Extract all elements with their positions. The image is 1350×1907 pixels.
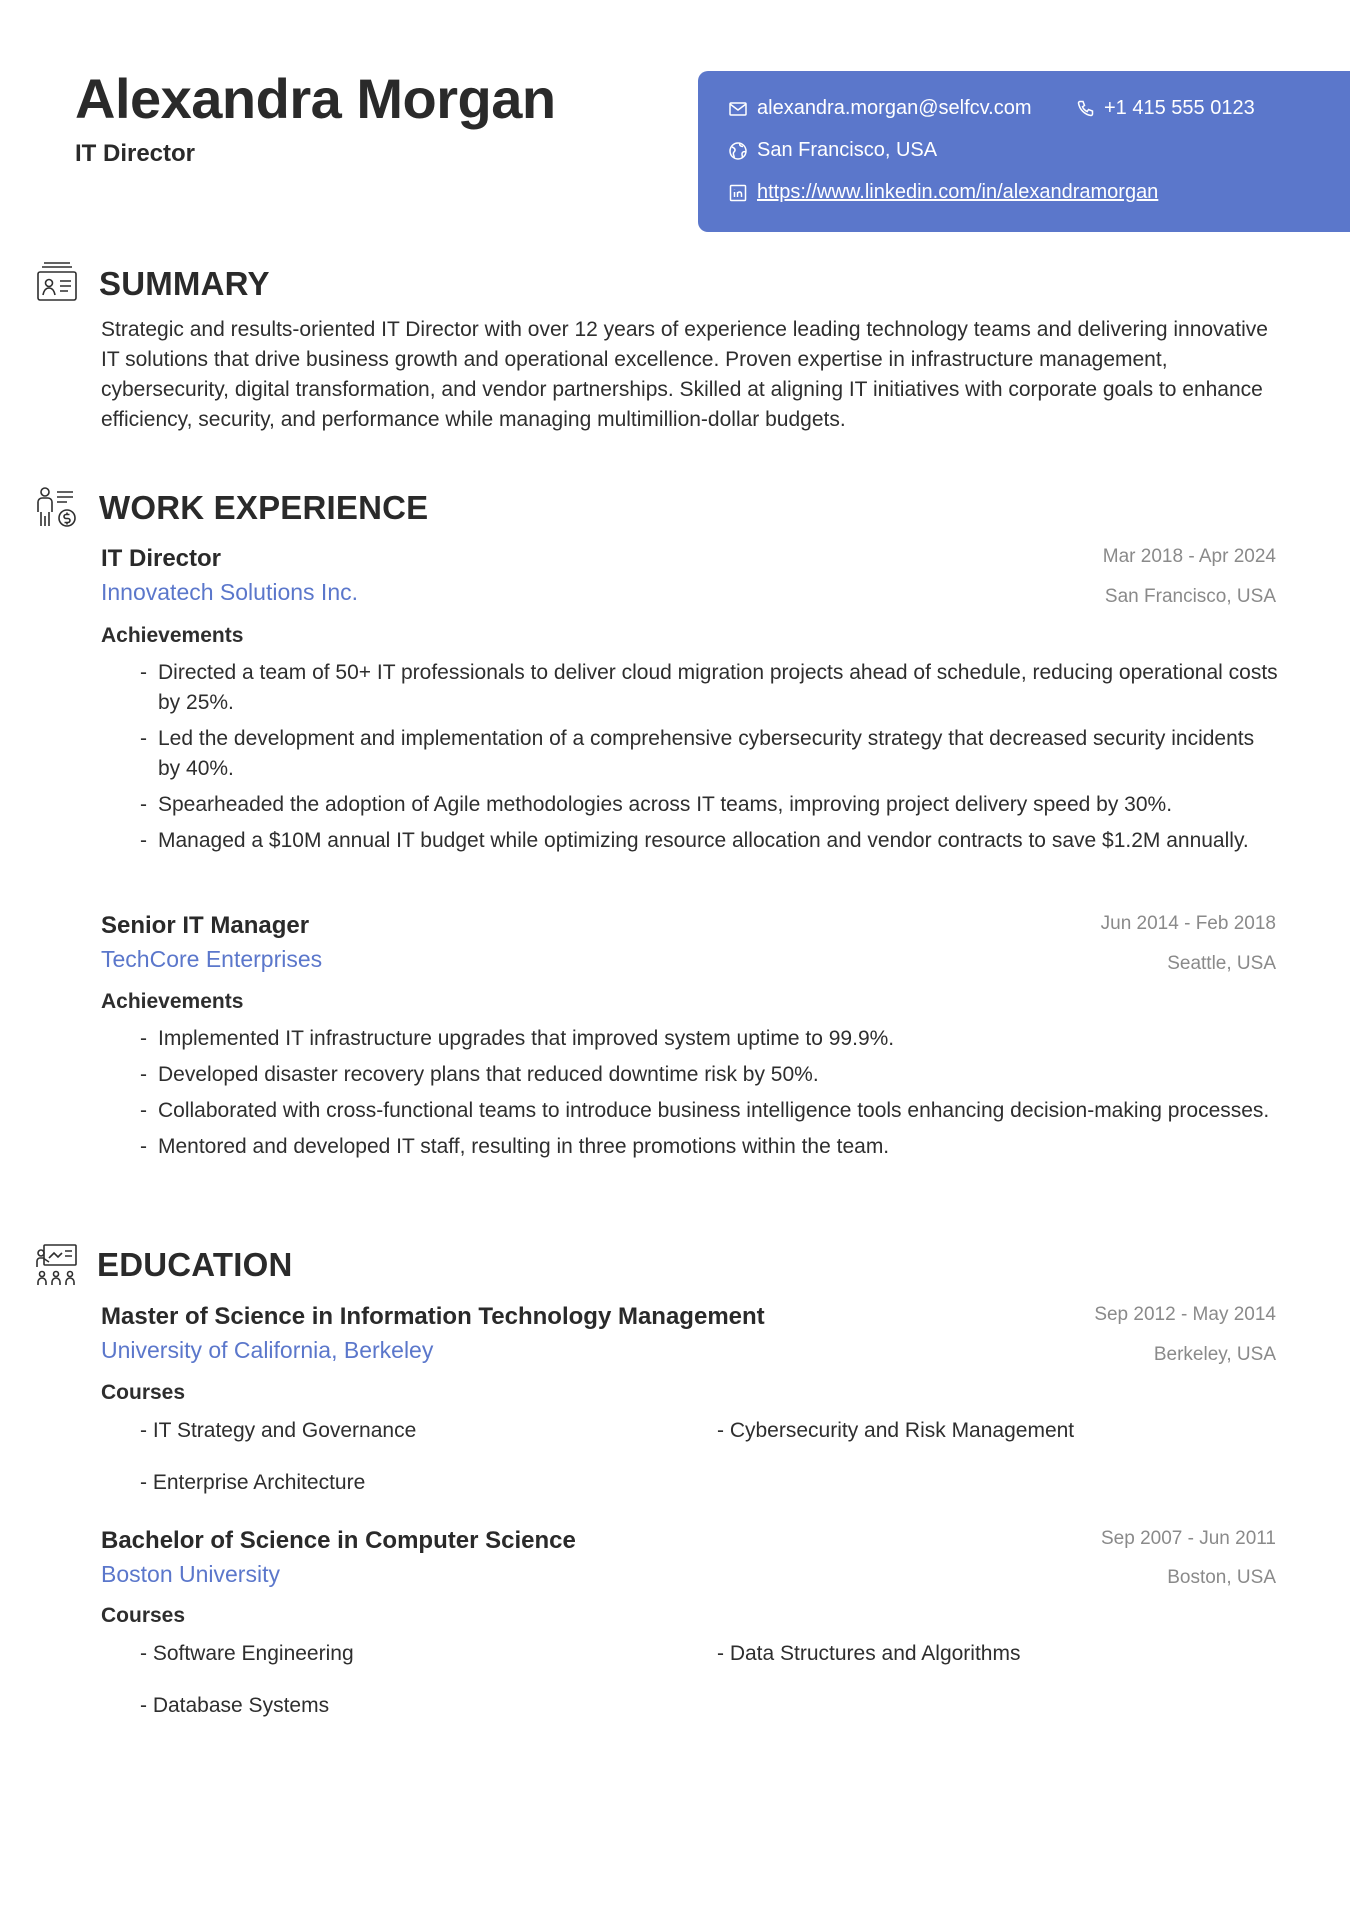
- education-heading: EDUCATION: [97, 1246, 293, 1283]
- presentation-icon: [35, 1243, 79, 1287]
- linkedin-link[interactable]: https://www.linkedin.com/in/alexandramorgan: [757, 181, 1159, 203]
- email-text: alexandra.morgan@selfcv.com: [757, 97, 1032, 119]
- courses-subheading: Courses: [101, 1604, 186, 1627]
- course-item: - Data Structures and Algorithms: [717, 1642, 1021, 1665]
- globe-icon: [728, 141, 748, 161]
- achievement-list: [140, 1024, 1280, 1168]
- job-location: Seattle, USA: [1167, 953, 1276, 974]
- contact-location: [728, 139, 937, 162]
- list-item: - Spearheaded the adoption of Agile methodologies across IT teams, improving project delivery speed by 30%.: [140, 790, 1280, 820]
- person-money-icon: [35, 486, 79, 530]
- course-item: - Enterprise Architecture: [140, 1471, 366, 1494]
- job-subheading: Achievements: [101, 624, 244, 647]
- list-item: - Led the development and implementation of a comprehensive cybersecurity strategy that decreased security incidents by 40%.: [140, 724, 1280, 784]
- candidate-role: IT Director: [75, 140, 196, 167]
- list-item: - Collaborated with cross-functional teams to introduce business intelligence tools enhancing decision-making processes.: [140, 1096, 1280, 1126]
- list-item: - Developed disaster recovery plans that reduced downtime risk by 50%.: [140, 1060, 1280, 1090]
- contact-linkedin[interactable]: [728, 181, 1158, 204]
- list-item: - Managed a $10M annual IT budget while optimizing resource allocation and vendor contracts to save $1.2M annually.: [140, 826, 1280, 856]
- summary-text: Strategic and results-oriented IT Director with over 12 years of experience leading technology teams and delivering innovative IT solutions that drive business growth and operational excellence. Proven expertise in infrastructure management, cybersecurity, digital transformation, and vendor partnerships. Skilled at aligning IT initiatives with corporate goals to enhance efficiency, security, and performance while managing multimillion-dollar budgets.: [101, 318, 1268, 431]
- course-item: - Software Engineering: [140, 1642, 354, 1665]
- id-card-icon: [35, 262, 79, 306]
- list-item: - Implemented IT infrastructure upgrades that improved system uptime to 99.9%.: [140, 1024, 1280, 1054]
- job-dates: Jun 2014 - Feb 2018: [1100, 913, 1276, 934]
- education-dates: Sep 2007 - Jun 2011: [1100, 1528, 1276, 1549]
- course-item: - Database Systems: [140, 1694, 330, 1717]
- envelope-icon: [728, 99, 748, 119]
- phone-icon: [1075, 99, 1095, 119]
- school-name: Boston University: [101, 1561, 280, 1587]
- phone-text: +1 415 555 0123: [1104, 97, 1255, 119]
- work-heading: WORK EXPERIENCE: [99, 489, 429, 526]
- linkedin-icon: [728, 183, 748, 203]
- job-title: IT Director: [101, 545, 222, 572]
- education-location: Boston, USA: [1167, 1567, 1276, 1588]
- contact-panel: [698, 71, 1350, 232]
- job-location: San Francisco, USA: [1104, 586, 1276, 607]
- contact-phone[interactable]: [1075, 97, 1255, 120]
- job-dates: Mar 2018 - Apr 2024: [1102, 546, 1276, 567]
- list-item: - Mentored and developed IT staff, resulting in three promotions within the team.: [140, 1132, 1280, 1162]
- education-dates: Sep 2012 - May 2014: [1094, 1304, 1276, 1325]
- education-location: Berkeley, USA: [1153, 1344, 1276, 1365]
- job-company: Innovatech Solutions Inc.: [101, 579, 358, 605]
- job-title: Senior IT Manager: [101, 912, 310, 939]
- list-item: - Directed a team of 50+ IT professionals to deliver cloud migration projects ahead of schedule, reducing operational costs by 25%.: [140, 658, 1280, 718]
- job-company: TechCore Enterprises: [101, 946, 323, 972]
- course-item: - IT Strategy and Governance: [140, 1419, 417, 1442]
- course-item: - Cybersecurity and Risk Management: [717, 1419, 1075, 1442]
- candidate-name: Alexandra Morgan: [75, 67, 556, 130]
- contact-email[interactable]: [728, 97, 1032, 120]
- achievement-list: [140, 658, 1280, 862]
- summary-heading: SUMMARY: [99, 265, 270, 302]
- job-subheading: Achievements: [101, 990, 244, 1013]
- courses-subheading: Courses: [101, 1381, 186, 1404]
- location-text: San Francisco, USA: [757, 139, 938, 161]
- degree-title: Bachelor of Science in Computer Science: [101, 1527, 576, 1554]
- degree-title: Master of Science in Information Technology Management: [101, 1303, 765, 1330]
- school-name: University of California, Berkeley: [101, 1337, 434, 1363]
